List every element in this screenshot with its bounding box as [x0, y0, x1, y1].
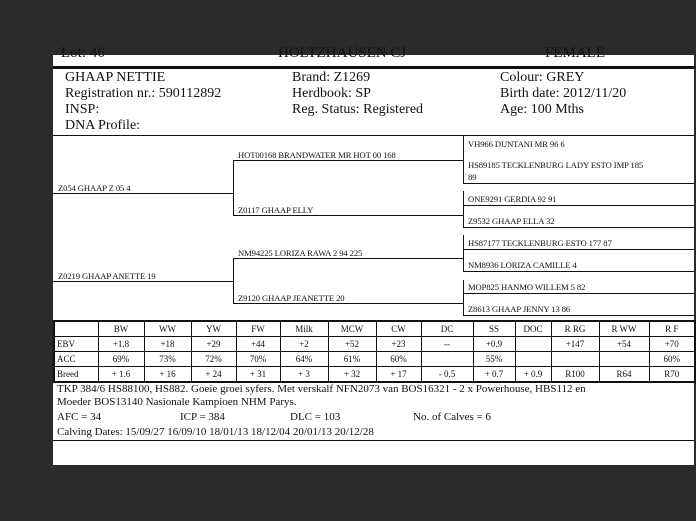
- pedigree-dds: MOP825 HANMO WILLEM 5 82: [468, 282, 586, 292]
- age: Age: 100 Mths: [500, 102, 584, 117]
- header-cell: SS: [473, 321, 515, 337]
- calving-dates: Calving Dates: 15/09/27 16/09/10 18/01/13 18/12/04 20/01/13 20/12/28: [57, 426, 374, 438]
- top-rule: [53, 66, 694, 69]
- table-cell: +1.8: [98, 337, 144, 352]
- pedigree-sds: ONE9291 GERDIA 92 91: [468, 194, 557, 204]
- table-cell: R64: [599, 367, 649, 383]
- dds-line: [463, 293, 694, 294]
- sire-connector: [233, 160, 234, 216]
- registration-number: Registration nr.: 590112892: [65, 86, 222, 101]
- table-cell: --: [421, 337, 473, 352]
- table-cell: 60%: [376, 352, 421, 367]
- table-cell: + 16: [144, 367, 191, 383]
- table-cell: +18: [144, 337, 191, 352]
- afc-stat: AFC = 34: [57, 411, 102, 423]
- header-rule: [53, 135, 694, 136]
- row-label: EBV: [54, 337, 98, 352]
- ds-line: [233, 258, 463, 259]
- table-cell: +23: [376, 337, 421, 352]
- pedigree-sire: Z054 GHAAP Z 05 4: [58, 183, 131, 193]
- pedigree-dam-dam: Z9120 GHAAP JEANETTE 20: [238, 293, 345, 303]
- table-cell: + 17: [376, 367, 421, 383]
- ds-connector: [463, 235, 464, 271]
- table-cell: [599, 352, 649, 367]
- table-cell: +54: [599, 337, 649, 352]
- table-cell: [515, 337, 551, 352]
- table-cell: 70%: [236, 352, 280, 367]
- header-cell: R RG: [551, 321, 599, 337]
- table-cell: +29: [191, 337, 236, 352]
- performance-table: [53, 320, 696, 383]
- header-cell: CW: [376, 321, 421, 337]
- lot-number: Lot: 46: [61, 45, 105, 61]
- dsd-line: [463, 271, 694, 272]
- herdbook: Herdbook: SP: [292, 86, 371, 101]
- table-cell: R100: [551, 367, 599, 383]
- sd-line: [233, 215, 463, 216]
- table-cell: - 0.5: [421, 367, 473, 383]
- table-cell: +2: [280, 337, 328, 352]
- table-cell: +0.9: [473, 337, 515, 352]
- ss-connector: [463, 136, 464, 183]
- table-cell: R70: [649, 367, 695, 383]
- sds-line: [463, 205, 694, 206]
- performance-header-row: [54, 321, 695, 337]
- table-row-breed: [54, 367, 695, 383]
- brand: Brand: Z1269: [292, 70, 371, 85]
- header-cell: R WW: [599, 321, 649, 337]
- table-cell: 72%: [191, 352, 236, 367]
- header-cell: R F: [649, 321, 695, 337]
- header-cell: MCW: [328, 321, 376, 337]
- bottom-letterbox: [0, 465, 694, 521]
- animal-name: GHAAP NETTIE: [65, 70, 166, 85]
- table-row-ebv: [54, 337, 695, 352]
- header-cell: WW: [144, 321, 191, 337]
- dna-profile-label: DNA Profile:: [65, 118, 141, 133]
- table-cell: 55%: [473, 352, 515, 367]
- birth-date: Birth date: 2012/11/20: [500, 86, 627, 101]
- dd-connector: [463, 280, 464, 316]
- row-label: Breed: [54, 367, 98, 383]
- dam-line: [53, 281, 233, 282]
- dss-line: [463, 249, 694, 250]
- table-cell: + 32: [328, 367, 376, 383]
- header-cell: DC: [421, 321, 473, 337]
- ddd-line: [463, 315, 694, 316]
- table-cell: 73%: [144, 352, 191, 367]
- ss-line: [233, 160, 463, 161]
- table-cell: 61%: [328, 352, 376, 367]
- table-cell: + 31: [236, 367, 280, 383]
- sire-line: [53, 193, 233, 194]
- table-cell: 69%: [98, 352, 144, 367]
- pedigree-ssd-line2: 89: [468, 172, 477, 182]
- comment-line-1: TKP 384/6 HS88100, HS882. Goeie groei syfers. Met verskalf NFN2073 van BOS16321 - 2 x Powerhouse, HBS112 en: [57, 383, 586, 395]
- table-cell: + 1.6: [98, 367, 144, 383]
- table-cell: +52: [328, 337, 376, 352]
- table-cell: +70: [649, 337, 695, 352]
- row-label: ACC: [54, 352, 98, 367]
- pedigree-dss: HS87177 TECKLENBURG ESTO 177 87: [468, 238, 612, 248]
- pedigree-ddd: Z8613 GHAAP JENNY 13 86: [468, 304, 571, 314]
- header-cell: [54, 321, 98, 337]
- pedigree-ssd-line1: HS89185 TECKLENBURG LADY ESTO IMP 185: [468, 160, 644, 170]
- pedigree-sss: VH966 DUNTANI MR 96 6: [468, 139, 565, 149]
- sd-connector: [463, 191, 464, 227]
- animal-catalog-page: [53, 45, 694, 465]
- table-row-acc: [54, 352, 695, 367]
- comment-line-2: Moeder BOS13140 Nasionale Kampioen NHM Parys.: [57, 396, 297, 408]
- colour: Colour: GREY: [500, 70, 585, 85]
- table-cell: [421, 352, 473, 367]
- owner-name: HOLTZHAUSEN CJ: [278, 45, 407, 61]
- pedigree-dam-sire: NM94225 LORIZA RAWA 2 94 225: [238, 248, 363, 258]
- lot-header: [53, 45, 694, 63]
- table-cell: 60%: [649, 352, 695, 367]
- sex: FEMALE: [545, 45, 605, 61]
- table-cell: +44: [236, 337, 280, 352]
- pedigree-dsd: NM8936 LORIZA CAMILLE 4: [468, 260, 577, 270]
- table-cell: [515, 352, 551, 367]
- sdd-line: [463, 227, 694, 228]
- pedigree-sire-sire: HOT00168 BRANDWATER MR HOT 00 168: [238, 150, 396, 160]
- pedigree-sdd: Z9532 GHAAP ELLA 32: [468, 216, 555, 226]
- dd-line: [233, 303, 463, 304]
- table-cell: + 3: [280, 367, 328, 383]
- table-cell: + 0.7: [473, 367, 515, 383]
- icp-stat: ICP = 384: [180, 411, 225, 423]
- table-cell: +147: [551, 337, 599, 352]
- header-cell: BW: [98, 321, 144, 337]
- table-cell: + 0.9: [515, 367, 551, 383]
- calves-stat: No. of Calves = 6: [413, 411, 491, 423]
- insp-label: INSP:: [65, 102, 100, 117]
- dam-connector: [233, 258, 234, 304]
- ssd-line: [463, 183, 694, 184]
- header-cell: Milk: [280, 321, 328, 337]
- header-cell: FW: [236, 321, 280, 337]
- bottom-rule: [53, 440, 694, 441]
- pedigree-sire-dam: Z0117 GHAAP ELLY: [238, 205, 314, 215]
- table-cell: 64%: [280, 352, 328, 367]
- pedigree-dam: Z0219 GHAAP ANETTE 19: [58, 271, 156, 281]
- table-cell: [551, 352, 599, 367]
- header-cell: DOC: [515, 321, 551, 337]
- header-cell: YW: [191, 321, 236, 337]
- table-cell: + 24: [191, 367, 236, 383]
- dlc-stat: DLC = 103: [290, 411, 341, 423]
- reg-status: Reg. Status: Registered: [292, 102, 424, 117]
